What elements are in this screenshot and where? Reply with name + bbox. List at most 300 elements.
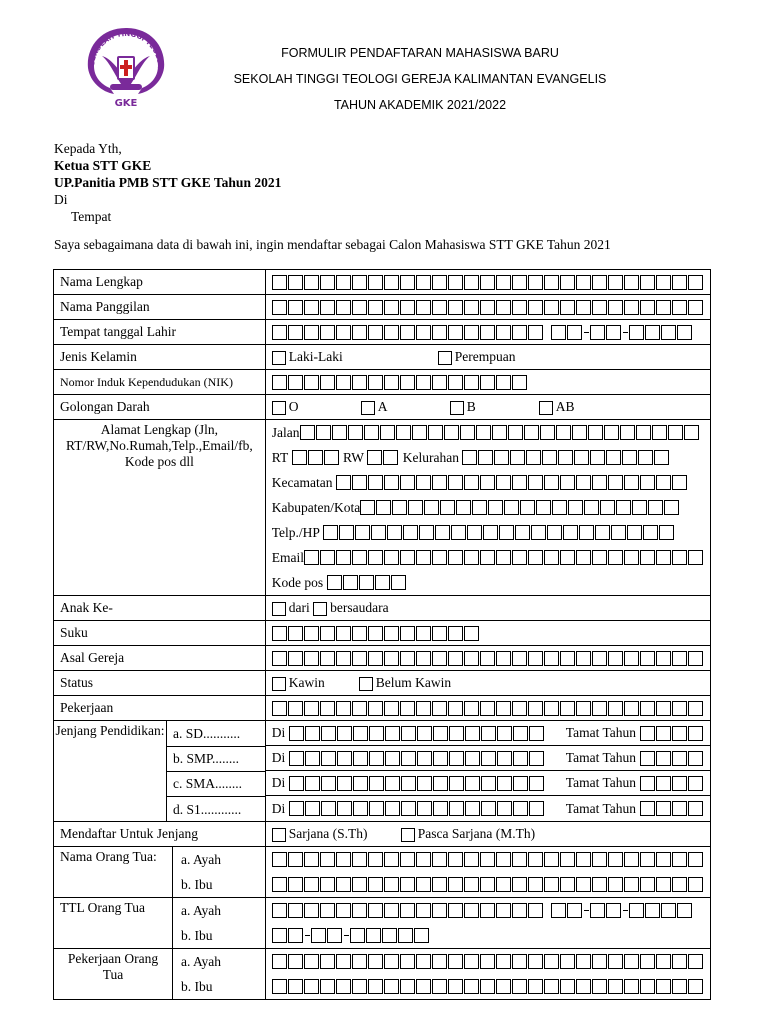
char-box[interactable] (448, 877, 463, 892)
perempuan-checkbox[interactable] (438, 351, 452, 365)
char-box[interactable] (496, 651, 511, 666)
char-box[interactable] (512, 275, 527, 290)
char-box[interactable] (488, 500, 503, 515)
char-box[interactable] (336, 852, 351, 867)
char-box[interactable] (304, 325, 319, 340)
char-box[interactable] (432, 877, 447, 892)
char-box[interactable] (668, 425, 683, 440)
char-box[interactable] (384, 701, 399, 716)
char-box[interactable] (384, 550, 399, 565)
char-box[interactable] (604, 425, 619, 440)
char-box[interactable] (513, 751, 528, 766)
char-box[interactable] (576, 852, 591, 867)
char-box[interactable] (416, 626, 431, 641)
char-box[interactable] (432, 325, 447, 340)
char-box[interactable] (375, 575, 390, 590)
char-box[interactable] (337, 751, 352, 766)
char-box[interactable] (367, 450, 382, 465)
char-box[interactable] (661, 903, 676, 918)
char-box[interactable] (595, 525, 610, 540)
char-box[interactable] (464, 701, 479, 716)
char-box[interactable] (385, 776, 400, 791)
char-box[interactable] (432, 475, 447, 490)
char-box[interactable] (288, 928, 303, 943)
char-box[interactable] (414, 928, 429, 943)
char-box[interactable] (472, 500, 487, 515)
char-box[interactable] (432, 300, 447, 315)
char-box[interactable] (352, 275, 367, 290)
char-box[interactable] (640, 275, 655, 290)
char-box[interactable] (464, 954, 479, 969)
char-box[interactable] (656, 550, 671, 565)
char-box[interactable] (496, 550, 511, 565)
char-box[interactable] (417, 776, 432, 791)
char-box[interactable] (324, 450, 339, 465)
char-box[interactable] (560, 852, 575, 867)
char-box[interactable] (688, 877, 703, 892)
char-box[interactable] (464, 979, 479, 994)
char-box[interactable] (672, 751, 687, 766)
char-box[interactable] (528, 300, 543, 315)
char-box[interactable] (304, 550, 319, 565)
char-box[interactable] (368, 300, 383, 315)
char-box[interactable] (320, 651, 335, 666)
kodepos-boxes[interactable] (327, 575, 407, 590)
char-box[interactable] (464, 903, 479, 918)
char-box[interactable] (656, 275, 671, 290)
char-box[interactable] (368, 626, 383, 641)
char-box[interactable] (480, 550, 495, 565)
char-box[interactable] (590, 903, 605, 918)
char-box[interactable] (606, 325, 621, 340)
char-box[interactable] (304, 701, 319, 716)
char-box[interactable] (512, 375, 527, 390)
char-box[interactable] (481, 751, 496, 766)
char-box[interactable] (480, 954, 495, 969)
char-box[interactable] (403, 525, 418, 540)
gd-a-checkbox[interactable] (361, 401, 375, 415)
char-box[interactable] (624, 979, 639, 994)
char-box[interactable] (608, 877, 623, 892)
char-box[interactable] (448, 275, 463, 290)
char-box[interactable] (432, 701, 447, 716)
char-box[interactable] (645, 325, 660, 340)
char-box[interactable] (664, 500, 679, 515)
char-box[interactable] (592, 300, 607, 315)
char-box[interactable] (433, 776, 448, 791)
char-box[interactable] (449, 726, 464, 741)
char-box[interactable] (590, 325, 605, 340)
char-box[interactable] (464, 550, 479, 565)
char-box[interactable] (336, 979, 351, 994)
char-box[interactable] (444, 425, 459, 440)
char-box[interactable] (396, 425, 411, 440)
char-box[interactable] (360, 500, 375, 515)
gd-ab-checkbox[interactable] (539, 401, 553, 415)
char-box[interactable] (512, 550, 527, 565)
nik-boxes[interactable] (272, 375, 528, 390)
char-box[interactable] (499, 525, 514, 540)
char-box[interactable] (448, 979, 463, 994)
char-box[interactable] (494, 450, 509, 465)
char-box[interactable] (416, 903, 431, 918)
char-box[interactable] (624, 877, 639, 892)
char-box[interactable] (677, 325, 692, 340)
char-box[interactable] (352, 701, 367, 716)
char-box[interactable] (624, 300, 639, 315)
char-box[interactable] (620, 425, 635, 440)
char-box[interactable] (608, 979, 623, 994)
char-box[interactable] (652, 425, 667, 440)
char-box[interactable] (608, 852, 623, 867)
char-box[interactable] (300, 425, 315, 440)
char-box[interactable] (272, 300, 287, 315)
char-box[interactable] (398, 928, 413, 943)
char-box[interactable] (392, 500, 407, 515)
char-box[interactable] (321, 726, 336, 741)
char-box[interactable] (640, 852, 655, 867)
char-box[interactable] (352, 852, 367, 867)
char-box[interactable] (636, 425, 651, 440)
char-box[interactable] (400, 626, 415, 641)
char-box[interactable] (316, 425, 331, 440)
char-box[interactable] (400, 877, 415, 892)
char-box[interactable] (542, 450, 557, 465)
char-box[interactable] (640, 651, 655, 666)
char-box[interactable] (272, 954, 287, 969)
char-box[interactable] (512, 903, 527, 918)
char-box[interactable] (352, 877, 367, 892)
char-box[interactable] (382, 928, 397, 943)
char-box[interactable] (496, 903, 511, 918)
char-box[interactable] (272, 275, 287, 290)
char-box[interactable] (551, 325, 566, 340)
char-box[interactable] (688, 776, 703, 791)
char-box[interactable] (383, 450, 398, 465)
char-box[interactable] (528, 325, 543, 340)
char-box[interactable] (336, 877, 351, 892)
char-box[interactable] (677, 903, 692, 918)
char-box[interactable] (568, 500, 583, 515)
sarjana-checkbox[interactable] (272, 828, 286, 842)
char-box[interactable] (672, 651, 687, 666)
char-box[interactable] (355, 525, 370, 540)
char-box[interactable] (515, 525, 530, 540)
char-box[interactable] (272, 979, 287, 994)
char-box[interactable] (451, 525, 466, 540)
char-box[interactable] (417, 801, 432, 816)
char-box[interactable] (305, 801, 320, 816)
char-box[interactable] (481, 776, 496, 791)
char-box[interactable] (288, 903, 303, 918)
char-box[interactable] (400, 903, 415, 918)
char-box[interactable] (552, 500, 567, 515)
char-box[interactable] (608, 701, 623, 716)
char-box[interactable] (496, 877, 511, 892)
char-box[interactable] (608, 300, 623, 315)
char-box[interactable] (448, 651, 463, 666)
char-box[interactable] (576, 877, 591, 892)
char-box[interactable] (352, 626, 367, 641)
char-box[interactable] (629, 903, 644, 918)
char-box[interactable] (304, 979, 319, 994)
char-box[interactable] (492, 425, 507, 440)
char-box[interactable] (368, 325, 383, 340)
char-box[interactable] (387, 525, 402, 540)
char-box[interactable] (632, 500, 647, 515)
char-box[interactable] (353, 751, 368, 766)
char-box[interactable] (544, 550, 559, 565)
char-box[interactable] (353, 801, 368, 816)
char-box[interactable] (656, 475, 671, 490)
char-box[interactable] (529, 726, 544, 741)
char-box[interactable] (629, 325, 644, 340)
char-box[interactable] (288, 325, 303, 340)
char-box[interactable] (416, 275, 431, 290)
char-box[interactable] (464, 626, 479, 641)
char-box[interactable] (624, 852, 639, 867)
char-box[interactable] (584, 500, 599, 515)
char-box[interactable] (608, 954, 623, 969)
char-box[interactable] (304, 651, 319, 666)
char-box[interactable] (337, 726, 352, 741)
char-box[interactable] (359, 575, 374, 590)
gd-b-checkbox[interactable] (450, 401, 464, 415)
char-box[interactable] (576, 954, 591, 969)
char-box[interactable] (417, 751, 432, 766)
char-box[interactable] (424, 500, 439, 515)
char-box[interactable] (508, 425, 523, 440)
char-box[interactable] (400, 979, 415, 994)
char-box[interactable] (368, 375, 383, 390)
char-box[interactable] (416, 979, 431, 994)
char-box[interactable] (320, 375, 335, 390)
char-box[interactable] (336, 550, 351, 565)
char-box[interactable] (400, 852, 415, 867)
s1-sekolah-boxes[interactable] (289, 801, 545, 816)
char-box[interactable] (416, 877, 431, 892)
char-box[interactable] (385, 751, 400, 766)
char-box[interactable] (540, 425, 555, 440)
char-box[interactable] (305, 726, 320, 741)
char-box[interactable] (544, 979, 559, 994)
char-box[interactable] (400, 325, 415, 340)
char-box[interactable] (496, 475, 511, 490)
char-box[interactable] (304, 954, 319, 969)
char-box[interactable] (304, 626, 319, 641)
char-box[interactable] (380, 425, 395, 440)
char-box[interactable] (592, 275, 607, 290)
char-box[interactable] (672, 979, 687, 994)
char-box[interactable] (320, 626, 335, 641)
char-box[interactable] (336, 903, 351, 918)
char-box[interactable] (465, 751, 480, 766)
char-box[interactable] (496, 300, 511, 315)
char-box[interactable] (510, 450, 525, 465)
char-box[interactable] (588, 425, 603, 440)
char-box[interactable] (464, 375, 479, 390)
char-box[interactable] (624, 701, 639, 716)
char-box[interactable] (576, 550, 591, 565)
char-box[interactable] (304, 903, 319, 918)
char-box[interactable] (384, 626, 399, 641)
char-box[interactable] (448, 550, 463, 565)
ttl-ayah-thn[interactable] (629, 903, 693, 918)
char-box[interactable] (433, 726, 448, 741)
char-box[interactable] (432, 550, 447, 565)
thn-boxes[interactable] (629, 325, 693, 340)
char-box[interactable] (400, 954, 415, 969)
char-box[interactable] (592, 651, 607, 666)
char-box[interactable] (336, 954, 351, 969)
char-box[interactable] (352, 979, 367, 994)
char-box[interactable] (400, 475, 415, 490)
char-box[interactable] (656, 300, 671, 315)
char-box[interactable] (352, 550, 367, 565)
char-box[interactable] (401, 726, 416, 741)
char-box[interactable] (435, 525, 450, 540)
char-box[interactable] (369, 776, 384, 791)
char-box[interactable] (592, 877, 607, 892)
char-box[interactable] (512, 325, 527, 340)
char-box[interactable] (672, 475, 687, 490)
char-box[interactable] (497, 751, 512, 766)
char-box[interactable] (321, 751, 336, 766)
char-box[interactable] (480, 701, 495, 716)
char-box[interactable] (368, 475, 383, 490)
nama-panggilan-boxes[interactable] (272, 300, 704, 315)
char-box[interactable] (272, 701, 287, 716)
char-box[interactable] (305, 751, 320, 766)
char-box[interactable] (366, 928, 381, 943)
char-box[interactable] (449, 776, 464, 791)
char-box[interactable] (304, 852, 319, 867)
char-box[interactable] (536, 500, 551, 515)
char-box[interactable] (528, 550, 543, 565)
char-box[interactable] (512, 954, 527, 969)
char-box[interactable] (656, 954, 671, 969)
char-box[interactable] (368, 852, 383, 867)
char-box[interactable] (433, 751, 448, 766)
char-box[interactable] (384, 979, 399, 994)
char-box[interactable] (590, 450, 605, 465)
char-box[interactable] (289, 776, 304, 791)
char-box[interactable] (483, 525, 498, 540)
char-box[interactable] (654, 450, 669, 465)
char-box[interactable] (643, 525, 658, 540)
char-box[interactable] (520, 500, 535, 515)
char-box[interactable] (336, 375, 351, 390)
char-box[interactable] (448, 903, 463, 918)
char-box[interactable] (448, 375, 463, 390)
char-box[interactable] (592, 954, 607, 969)
char-box[interactable] (638, 450, 653, 465)
char-box[interactable] (400, 701, 415, 716)
char-box[interactable] (416, 475, 431, 490)
char-box[interactable] (656, 751, 671, 766)
char-box[interactable] (327, 575, 342, 590)
char-box[interactable] (528, 979, 543, 994)
char-box[interactable] (401, 776, 416, 791)
char-box[interactable] (336, 475, 351, 490)
char-box[interactable] (272, 325, 287, 340)
char-box[interactable] (456, 500, 471, 515)
char-box[interactable] (288, 877, 303, 892)
jumlah-saudara-box[interactable] (313, 602, 327, 616)
char-box[interactable] (288, 626, 303, 641)
char-box[interactable] (352, 903, 367, 918)
telp-boxes[interactable] (323, 525, 675, 540)
char-box[interactable] (320, 903, 335, 918)
tgl-boxes[interactable] (551, 325, 583, 340)
nama-lengkap-boxes[interactable] (272, 275, 704, 290)
char-box[interactable] (376, 500, 391, 515)
char-box[interactable] (289, 751, 304, 766)
char-box[interactable] (465, 776, 480, 791)
char-box[interactable] (416, 550, 431, 565)
char-box[interactable] (288, 375, 303, 390)
char-box[interactable] (432, 903, 447, 918)
char-box[interactable] (656, 701, 671, 716)
char-box[interactable] (467, 525, 482, 540)
char-box[interactable] (384, 852, 399, 867)
char-box[interactable] (480, 651, 495, 666)
char-box[interactable] (481, 801, 496, 816)
char-box[interactable] (544, 275, 559, 290)
char-box[interactable] (304, 877, 319, 892)
char-box[interactable] (512, 651, 527, 666)
char-box[interactable] (640, 776, 655, 791)
char-box[interactable] (528, 903, 543, 918)
char-box[interactable] (353, 776, 368, 791)
smp-sekolah-boxes[interactable] (289, 751, 545, 766)
char-box[interactable] (688, 550, 703, 565)
char-box[interactable] (401, 751, 416, 766)
char-box[interactable] (592, 852, 607, 867)
suku-boxes[interactable] (272, 626, 480, 641)
ttl-ayah-tempat-boxes[interactable] (272, 903, 544, 918)
char-box[interactable] (320, 852, 335, 867)
char-box[interactable] (606, 903, 621, 918)
char-box[interactable] (656, 877, 671, 892)
char-box[interactable] (448, 325, 463, 340)
char-box[interactable] (496, 979, 511, 994)
char-box[interactable] (465, 801, 480, 816)
pek-ayah-boxes[interactable] (272, 954, 704, 969)
char-box[interactable] (448, 954, 463, 969)
char-box[interactable] (368, 903, 383, 918)
char-box[interactable] (560, 550, 575, 565)
char-box[interactable] (384, 375, 399, 390)
char-box[interactable] (416, 701, 431, 716)
char-box[interactable] (544, 300, 559, 315)
char-box[interactable] (512, 701, 527, 716)
anak-ke-box[interactable] (272, 602, 286, 616)
char-box[interactable] (656, 979, 671, 994)
s1-tahun-boxes[interactable] (640, 801, 704, 816)
char-box[interactable] (640, 300, 655, 315)
char-box[interactable] (272, 852, 287, 867)
char-box[interactable] (464, 852, 479, 867)
gd-o-checkbox[interactable] (272, 401, 286, 415)
char-box[interactable] (408, 500, 423, 515)
char-box[interactable] (369, 801, 384, 816)
char-box[interactable] (320, 325, 335, 340)
char-box[interactable] (464, 651, 479, 666)
char-box[interactable] (348, 425, 363, 440)
char-box[interactable] (496, 852, 511, 867)
char-box[interactable] (368, 979, 383, 994)
